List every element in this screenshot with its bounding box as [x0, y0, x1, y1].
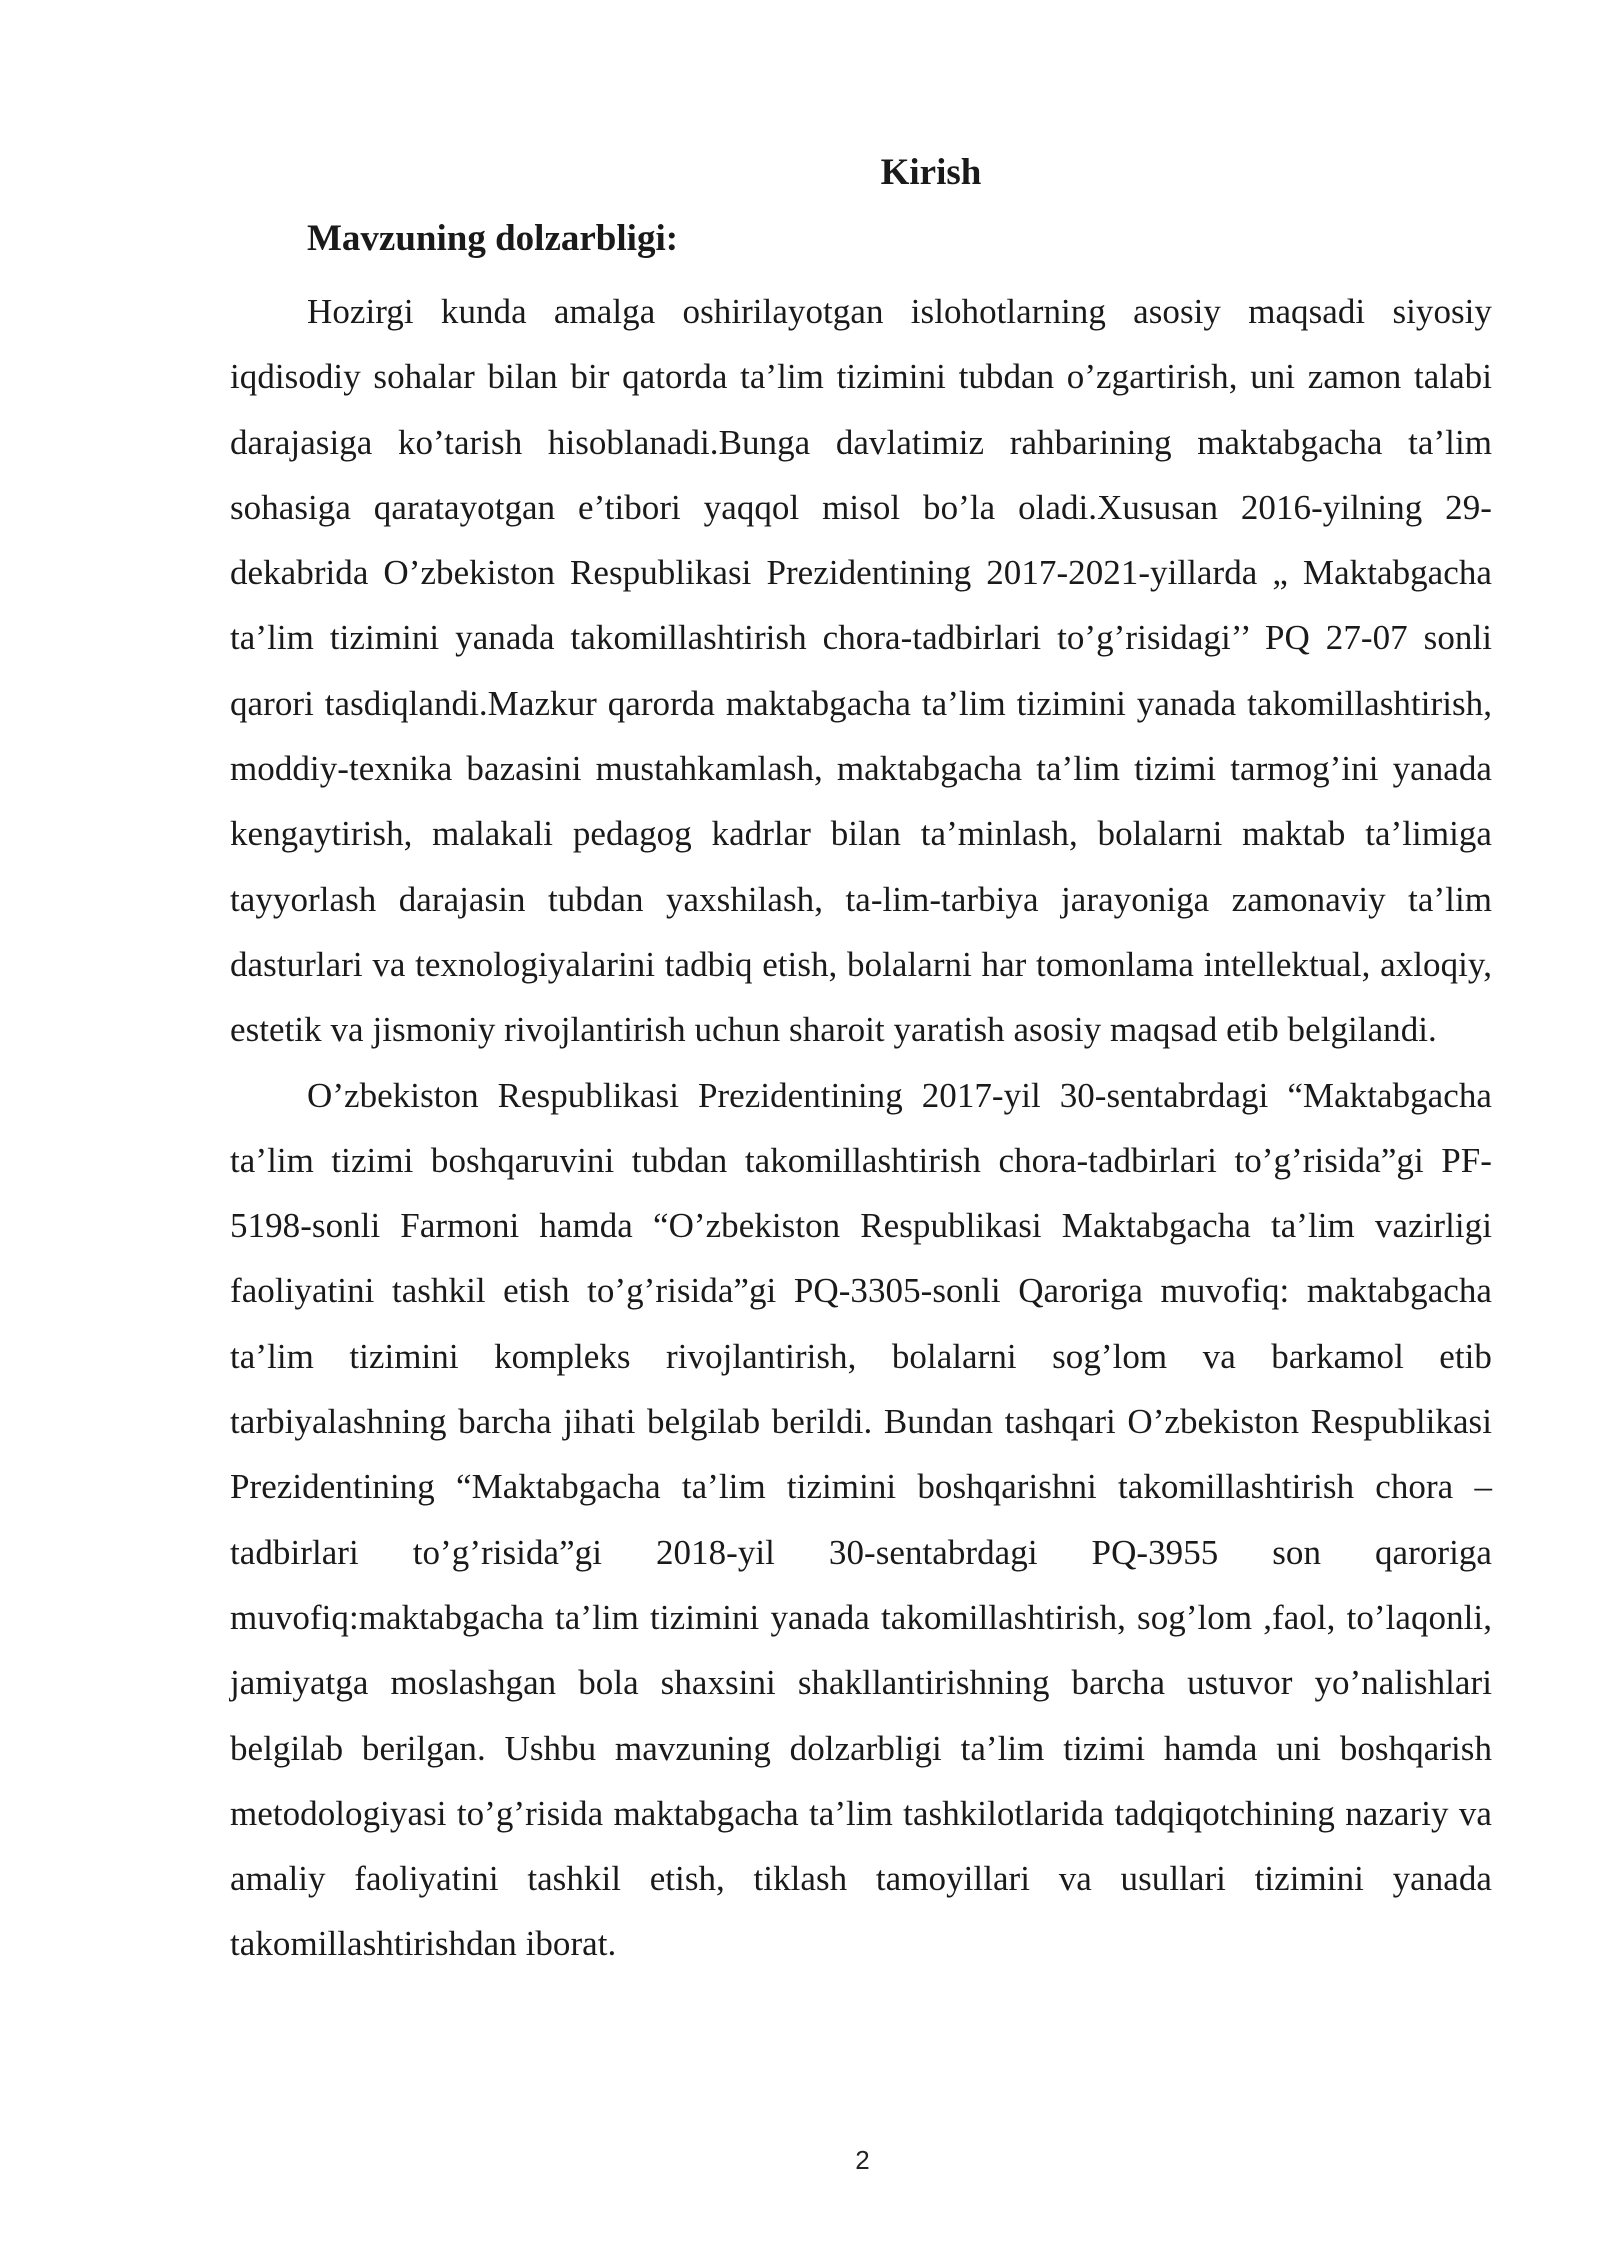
page-content [230, 148, 1492, 1977]
page-number: 2 [855, 2145, 870, 2175]
section-heading: Mavzuning dolzarbligi: [307, 218, 679, 259]
body-paragraph-2: O’zbekiston Respublikasi Prezidentining 2017-yil 30-sentabrdagi “Maktabgacha ta’lim tizimi boshqaruvini tubdan takomillashtirish chora-tadbirlari to’g’risida”gi PF-5198-sonli Farmoni hamda “O’zbekiston Respublikasi Maktabgacha ta’lim vazirligi faoliyatini tashkil etish to’g’risida”gi PQ-3305-sonli Qaroriga muvofiq: maktabgacha ta’lim tizimini kompleks rivojlantirish, bolalarni sog’lom va barkamol etib tarbiyalashning barcha jihati belgilab berildi. Bundan tashqari O’zbekiston Respublikasi Prezidentining “Maktabgacha ta’lim tizimini boshqarishni takomillashtirish chora –tadbirlari to’g’risida”gi 2018-yil 30-sentabrdagi PQ-3955 son qaroriga muvofiq:maktabgacha ta’lim tizimini yanada takomillashtirish, sog’lom ,faol, to’laqonli, jamiyatga moslashgan bola shaxsini shakllantirishning barcha ustuvor yo’nalishlari belgilab berilgan. Ushbu mavzuning dolzarbligi ta’lim tizimi hamda uni boshqarish metodologiyasi to’g’risida maktabgacha ta’lim tashkilotlarida tadqiqotchining nazariy va amaliy faoliyatini tashkil etish, tiklash tamoyillari va usullari tizimini yanada takomillashtirishdan iborat. [230, 1075, 1492, 1964]
page-title: Kirish [880, 152, 982, 193]
body-paragraph-1: Hozirgi kunda amalga oshirilayotgan islohotlarning asosiy maqsadi siyosiy iqdisodiy sohalar bilan bir qatorda ta’lim tizimini tubdan o’zgartirish, uni zamon talabi darajasiga ko’tarish hisoblanadi.Bunga davlatimiz rahbarining maktabgacha ta’lim sohasiga qaratayotgan e’tibori yaqqol misol bo’la oladi.Xususan 2016-yilning 29-dekabrida O’zbekiston Respublikasi Prezidentining 2017-2021-yillarda „ Maktabgacha ta’lim tizimini yanada takomillashtirish chora-tadbirlari to’g’risidagi’’ PQ 27-07 sonli qarori tasdiqlandi.Mazkur qarorda maktabgacha ta’lim tizimini yanada takomillashtirish, moddiy-texnika bazasini mustahkamlash, maktabgacha ta’lim tizimi tarmog’ini yanada kengaytirish, malakali pedagog kadrlar bilan ta’minlash, bolalarni maktab ta’limiga tayyorlash darajasin tubdan yaxshilash, ta-lim-tarbiya jarayoniga zamonaviy ta’lim dasturlari va texnologiyalarini tadbiq etish, bolalarni har tomonlama intellektual, axloqiy, estetik va jismoniy rivojlantirish uchun sharoit yaratish asosiy maqsad etib belgilandi. [230, 292, 1492, 1050]
